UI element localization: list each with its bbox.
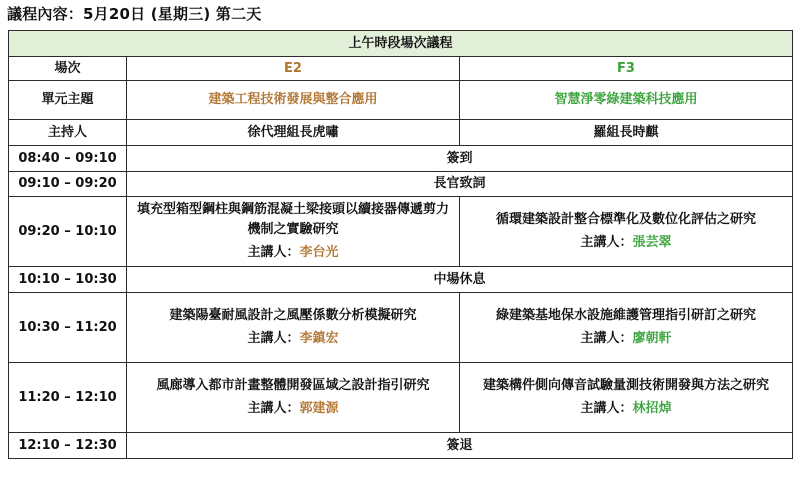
section-header: 上午時段場次議程 <box>9 31 793 57</box>
host-f3: 羅組長時麒 <box>460 120 793 146</box>
speaker-prefix: 主講人： <box>247 331 300 346</box>
talk-cell-f3 <box>460 293 793 363</box>
time-cell: 10:10 – 10:30 <box>9 267 127 293</box>
talk-cell-e2 <box>127 363 460 433</box>
host-row <box>9 120 793 146</box>
table-row <box>9 172 793 197</box>
speaker-line <box>464 329 788 349</box>
topic-f3: 智慧淨零綠建築科技應用 <box>460 81 793 120</box>
table-row <box>9 433 793 459</box>
speaker-name: 廖朝軒 <box>632 331 672 346</box>
speaker-prefix: 主講人： <box>247 401 300 416</box>
talk-title: 風廊導入都市計畫整體開發區域之設計指引研究 <box>156 378 430 393</box>
session-code-row <box>9 57 793 81</box>
speaker-prefix: 主講人： <box>580 331 633 346</box>
talk-cell-e2 <box>127 197 460 267</box>
speaker-name: 郭建源 <box>299 401 339 416</box>
time-cell: 08:40 – 09:10 <box>9 146 127 172</box>
full-width-item: 簽退 <box>127 433 793 459</box>
talk-title: 循環建築設計整合標準化及數位化評估之研究 <box>495 212 756 227</box>
session-code-e2: E2 <box>127 57 460 81</box>
section-header-row <box>9 31 793 57</box>
speaker-name: 林招焯 <box>632 401 672 416</box>
topic-label: 單元主題 <box>9 81 127 120</box>
time-cell: 09:20 – 10:10 <box>9 197 127 267</box>
session-label: 場次 <box>9 57 127 81</box>
time-cell: 10:30 – 11:20 <box>9 293 127 363</box>
session-code-f3: F3 <box>460 57 793 81</box>
time-cell: 09:10 – 09:20 <box>9 172 127 197</box>
speaker-line <box>131 243 455 263</box>
table-row <box>9 293 793 363</box>
talk-cell-f3 <box>460 363 793 433</box>
speaker-prefix: 主講人： <box>580 401 633 416</box>
speaker-prefix: 主講人： <box>580 235 633 250</box>
talk-title: 填充型箱型鋼柱與鋼筋混凝土梁接頭以續接器傳遞剪力機制之實驗研究 <box>136 202 449 237</box>
speaker-line <box>131 329 455 349</box>
speaker-name: 李鎮宏 <box>299 331 339 346</box>
full-width-item: 長官致詞 <box>127 172 793 197</box>
topic-e2: 建築工程技術發展與整合應用 <box>127 81 460 120</box>
table-row <box>9 363 793 433</box>
speaker-line <box>464 399 788 419</box>
speaker-name: 李台光 <box>299 245 339 260</box>
full-width-item: 中場休息 <box>127 267 793 293</box>
speaker-line <box>131 399 455 419</box>
full-width-item: 簽到 <box>127 146 793 172</box>
talk-cell-f3 <box>460 197 793 267</box>
speaker-name: 張芸翠 <box>632 235 672 250</box>
speaker-prefix: 主講人： <box>247 245 300 260</box>
talk-title: 建築構件側向傳音試驗量測技術開發與方法之研究 <box>482 378 769 393</box>
time-cell: 12:10 – 12:30 <box>9 433 127 459</box>
page-title: 議程內容：5月20日 (星期三) 第二天 <box>7 5 262 23</box>
table-row <box>9 267 793 293</box>
time-cell: 11:20 – 12:10 <box>9 363 127 433</box>
talk-title: 建築陽臺耐風設計之風壓係數分析模擬研究 <box>169 308 417 323</box>
table-row <box>9 197 793 267</box>
host-label: 主持人 <box>9 120 127 146</box>
agenda-table <box>8 30 793 459</box>
topic-row <box>9 81 793 120</box>
talk-cell-e2 <box>127 293 460 363</box>
talk-title: 綠建築基地保水設施維護管理指引研訂之研究 <box>495 308 756 323</box>
speaker-line <box>464 233 788 253</box>
table-row <box>9 146 793 172</box>
host-e2: 徐代理組長虎嘯 <box>127 120 460 146</box>
